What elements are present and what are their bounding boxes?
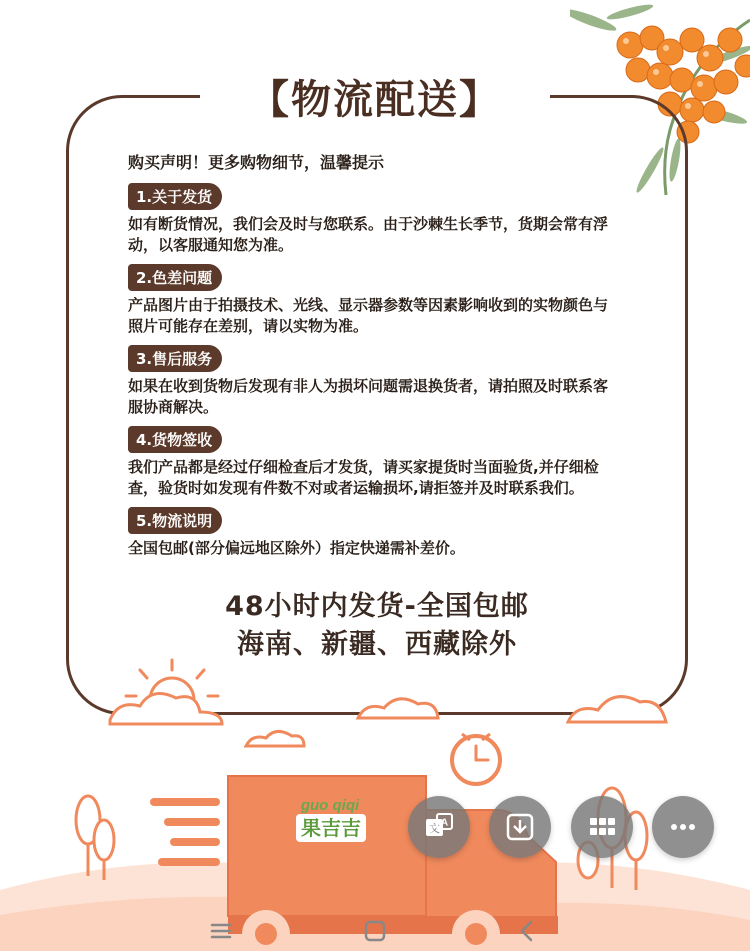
shipping-exclusions: 海南、新疆、西藏除外 bbox=[237, 629, 517, 660]
section-receipt bbox=[128, 426, 620, 499]
section-logistics bbox=[128, 507, 620, 559]
section-label: 5.物流说明 bbox=[128, 507, 222, 534]
section-label: 4.货物签收 bbox=[128, 426, 222, 453]
section-label: 1.关于发货 bbox=[128, 183, 222, 210]
section-text: 如果在收到货物后发现有非人为损坏问题需退换货者，请拍照及时联系客服协商解决。 bbox=[128, 377, 609, 416]
svg-text:果吉吉: 果吉吉 bbox=[301, 816, 361, 840]
svg-text:A: A bbox=[440, 817, 449, 829]
section-shipping bbox=[128, 183, 620, 256]
guoqiqi-logo bbox=[296, 797, 366, 842]
notice-content bbox=[128, 150, 620, 567]
home-icon[interactable] bbox=[360, 916, 390, 946]
page-title: 【物流配送】 bbox=[249, 76, 501, 123]
more-icon bbox=[666, 810, 700, 844]
delivery-truck-illustration bbox=[0, 640, 750, 951]
section-text: 产品图片由于拍摄技术、光线、显示器参数等因素影响收到的实物颜色与照片可能存在差别，请以实物为准。 bbox=[128, 296, 609, 335]
menu-icon[interactable] bbox=[206, 916, 236, 946]
section-label: 3.售后服务 bbox=[128, 345, 222, 372]
section-text: 我们产品都是经过仔细检查后才发货，请买家提货时当面验货,并仔细检查，验货时如发现有件数不对或者运输损坏,请拒签并及时联系我们。 bbox=[128, 458, 599, 497]
back-icon[interactable] bbox=[512, 916, 542, 946]
svg-text:文: 文 bbox=[429, 822, 440, 835]
title-container bbox=[200, 68, 550, 124]
section-text: 全国包邮(部分偏远地区除外）指定快递需补差价。 bbox=[128, 539, 465, 557]
shipping-headline: 48小时内发货-全国包邮 bbox=[225, 591, 529, 622]
more-button[interactable] bbox=[652, 796, 714, 858]
notice-intro: 购买声明！更多购物细节，温馨提示 bbox=[128, 153, 385, 172]
section-text: 如有断货情况，我们会及时与您联系。由于沙棘生长季节，货期会常有浮动，以客服通知您为准。 bbox=[128, 215, 609, 254]
download-icon bbox=[503, 810, 537, 844]
section-label: 2.色差问题 bbox=[128, 264, 222, 291]
grid-button[interactable] bbox=[571, 796, 633, 858]
translate-icon bbox=[422, 810, 456, 844]
download-button[interactable] bbox=[489, 796, 551, 858]
system-nav-bar bbox=[0, 910, 750, 951]
svg-text:guo qiqi: guo qiqi bbox=[300, 797, 360, 814]
grid-icon bbox=[585, 810, 619, 844]
translate-button[interactable] bbox=[408, 796, 470, 858]
section-after-sales bbox=[128, 345, 620, 418]
clock-icon bbox=[452, 734, 500, 784]
section-color-difference bbox=[128, 264, 620, 337]
